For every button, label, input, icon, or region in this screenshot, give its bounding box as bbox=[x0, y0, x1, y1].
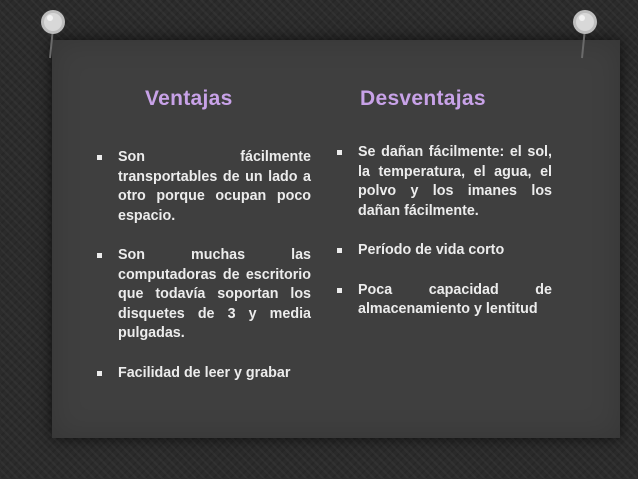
list-item-text: Son muchas las computadoras de escritorio que todavía soportan los disquetes de 3 y media pulgadas. bbox=[118, 247, 311, 341]
square-bullet-icon bbox=[337, 288, 342, 293]
pushpin-icon bbox=[566, 6, 604, 62]
list-item-text: Son fácilmente transportables de un lado a otro porque ocupan poco espacio. bbox=[118, 149, 311, 224]
list-item-text: Se dañan fácilmente: el sol, la temperatura, el agua, el polvo y los imanes los dañan fácilmente. bbox=[358, 144, 552, 219]
square-bullet-icon bbox=[97, 253, 102, 258]
square-bullet-icon bbox=[337, 248, 342, 253]
list-item bbox=[336, 143, 552, 221]
disadvantages-list bbox=[336, 143, 552, 320]
list-item-text: Período de vida corto bbox=[358, 242, 505, 258]
list-item-text: Facilidad de leer y grabar bbox=[118, 364, 291, 381]
list-item-text: Poca capacidad de almacenamiento y lentitud bbox=[358, 281, 552, 317]
list-item bbox=[96, 246, 311, 344]
list-item bbox=[336, 241, 552, 261]
advantages-list bbox=[96, 148, 311, 383]
square-bullet-icon bbox=[97, 371, 102, 376]
pushpin-icon bbox=[34, 6, 72, 62]
disadvantages-heading: Desventajas bbox=[360, 87, 486, 110]
list-item bbox=[336, 281, 552, 320]
list-item bbox=[96, 364, 311, 384]
square-bullet-icon bbox=[337, 150, 342, 155]
advantages-heading: Ventajas bbox=[145, 87, 233, 110]
list-item bbox=[96, 148, 311, 226]
square-bullet-icon bbox=[97, 155, 102, 160]
